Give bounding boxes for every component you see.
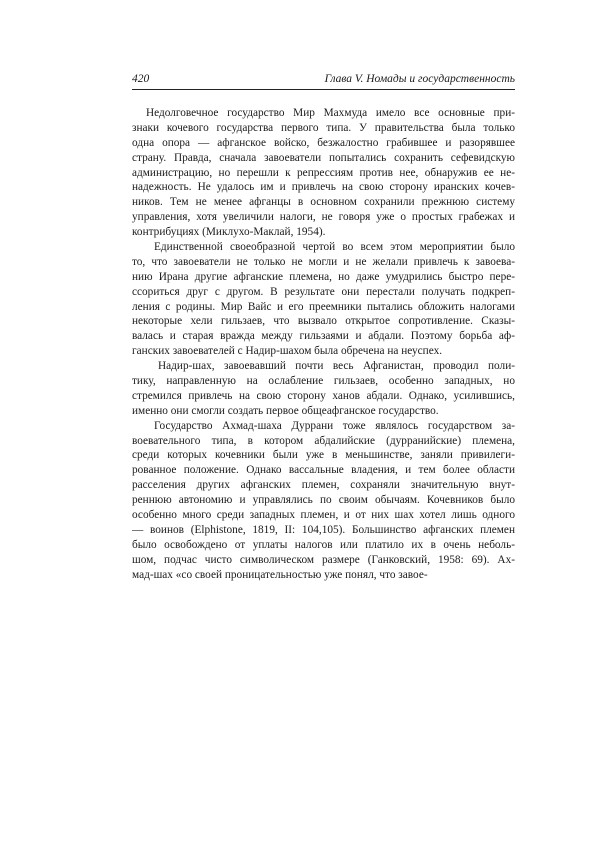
book-page [132, 70, 515, 583]
text-line: Недолговечное государство Мир Махмуда имело все основные при- [146, 107, 515, 119]
text-line: мад-шах «со своей проницательностью уже понял, что завое- [132, 568, 428, 581]
running-header [132, 70, 515, 90]
text-line: ганских завоевателей с Надир-шахом была обречена на неуспех. [132, 345, 443, 358]
text-line: надежность. Не удалось им и привлечь на свою сторону иранских кочев- [132, 181, 515, 194]
text-line: Надир-шах, завоевавший почти весь Афганистан, проводил поли- [158, 360, 515, 373]
body-text [132, 106, 515, 583]
text-line: шом, подчас чисто символическом размере (Ганковский, 1958: 69). Ах- [132, 553, 515, 566]
text-line: управления, хотя увеличили налоги, не говоря уже о простых грабежах и [132, 211, 515, 224]
text-line: ников. Тем не менее афганцы в основном сохранили прежнюю систему [132, 196, 515, 209]
text-line: Государство Ахмад-шаха Дуррани тоже являлось государством за- [154, 419, 515, 432]
page-number: 420 [132, 73, 150, 85]
paragraph [132, 419, 515, 583]
text-line: тику, направленную на ослабление гильзаев, особенно западных, но [132, 375, 515, 388]
text-line: ления с родины. Мир Вайс и его преемники пытались обложить налогами [132, 300, 515, 313]
chapter-title: Глава V. Номады и государственность [324, 73, 515, 85]
text-line: ссориться друг с другом. В результате они перестали получать подкреп- [132, 285, 515, 298]
text-line: контрибуциях (Миклухо-Маклай, 1954). [132, 226, 326, 239]
text-line: реннюю автономию и управлялись по своим обычаям. Кочевников было [132, 494, 515, 507]
paragraph [132, 106, 515, 240]
text-line: одна опора — афганское войско, безжалостно грабившее и разорявшее [132, 136, 515, 149]
text-line: расселения других афганских племен, сохраняли значительную внут- [132, 479, 515, 492]
text-line: было освобождено от уплаты налогов или платило их в очень неболь- [132, 538, 515, 551]
text-line: именно они смогли создать первое общеафганское государство. [132, 404, 439, 417]
paragraph [132, 359, 515, 419]
text-line: рованное положение. Однако вассальные владения, и тем более области [132, 464, 515, 477]
text-line: Единственной своеобразной чертой во всем этом мероприятии было [154, 241, 515, 254]
text-line: знаки кочевого государства первого типа. У правительства была только [132, 121, 515, 134]
text-line: то, что завоеватели не только не могли и не желали привлечь к завоева- [132, 255, 515, 268]
text-line: — воинов (Elphistone, 1819, II: 104,105). Большинство афганских племен [132, 523, 515, 536]
text-line: особенно много среди западных племен, и от них шах хотел лишь одного [132, 509, 515, 522]
text-line: валась и старая вражда между гильзаями и абдали. Поэтому борьба аф- [132, 330, 515, 343]
text-line: администрацию, но перешли к репрессиям против нее, обнаружив ее не- [132, 166, 515, 179]
text-line: страну. Правда, сначала завоеватели попытались сохранить сефевидскую [132, 151, 515, 164]
text-line: некоторые хели гильзаев, что вызвало открытое сопротивление. Сказы- [132, 315, 515, 328]
text-line: нию Ирана другие афганские племена, но даже умудрились быстро пере- [132, 270, 515, 283]
text-line: воевательного типа, в котором абдалийские (дурранийские) племена, [132, 434, 515, 447]
paragraph [132, 240, 515, 359]
text-line: стремился привлечь на свою сторону ханов абдали. Однако, усилившись, [132, 389, 515, 402]
text-line: среди которых кочевники были уже в меньшинстве, заняли привилеги- [132, 449, 515, 462]
